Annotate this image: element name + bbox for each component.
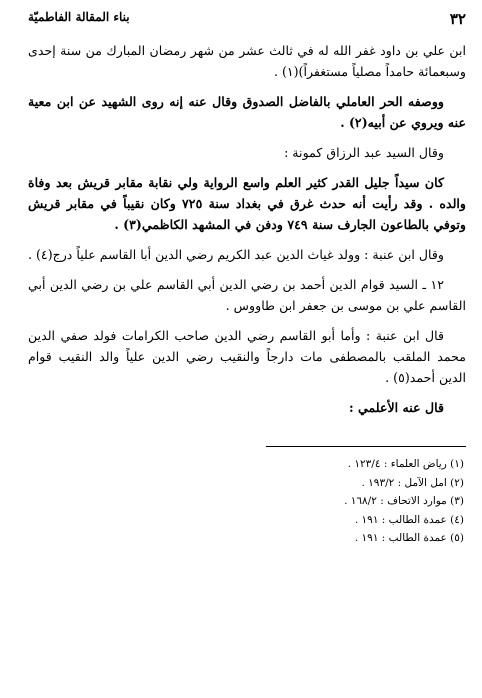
paragraph: ١٢ ـ السيد قوام الدين أحمد بن رضي الدين أبي القاسم علي بن رضي الدين أبي القاسم علي بن موسى بن جعفر ابن طاووس . (28, 277, 466, 313)
footnote-divider (266, 446, 466, 447)
paragraph: وقال السيد عبد الرزاق كمونة : (284, 145, 444, 160)
paragraph: وقال ابن عنبة : وولد غياث الدين عبد الكريم رضي الدين أبا القاسم علياً درج(٤) . (28, 247, 444, 262)
paragraph: كان سيداً جليل القدر كثير العلم واسع الرواية ولي نقابة مقابر قريش بعد وفاة والده . وقد رأيت أنه حدث غرق في بغداد سنة ٧٢٥ وكان نقيباً في مقابر قريش وتوفي بالطاعون الجارف سنة ٧٤٩ ودفن في المشهد الكاظمي(٣) . (28, 175, 466, 232)
paragraph: ابن علي بن داود غفر الله له في ثالث عشر من شهر رمضان المبارك من سنة إحدى وسبعمائة حامداً مصلياً مستغفراً)(١) . (28, 43, 466, 79)
body-text (28, 40, 466, 418)
footnote: (٤) عمدة الطالب : ١٩١ . (354, 513, 464, 526)
footnotes (28, 455, 466, 548)
footnote: (١) رياض العلماء : ١٢٣/٤ . (347, 458, 464, 470)
footnote: (٢) امل الآمل : ١٩٣/٢ . (361, 476, 464, 489)
paragraph: ووصفه الحر العاملي بالفاضل الصدوق وقال عنه إنه روى الشهيد عن ابن معية عنه ويروي عن أبيه(٢) . (28, 94, 466, 130)
running-title: بناء المقالة الفاطميّة (28, 10, 130, 24)
paragraph: قال ابن عنبة : وأما أبو القاسم رضي الدين صاحب الكرامات فولد صفي الدين محمد الملقب بالمصطفى مات دارجاً والنقيب رضي الدين علياً والد النقيب قوام الدين أحمد(٥) . (28, 328, 466, 385)
footnote: (٥) عمدة الطالب : ١٩١ . (354, 532, 464, 544)
footnote: (٣) موارد الاتحاف : ١٦٨/٢ . (344, 495, 464, 507)
paragraph: قال عنه الأعلمي : (348, 400, 444, 415)
page-number: ٣٢ (449, 10, 466, 28)
page-header (28, 10, 466, 40)
